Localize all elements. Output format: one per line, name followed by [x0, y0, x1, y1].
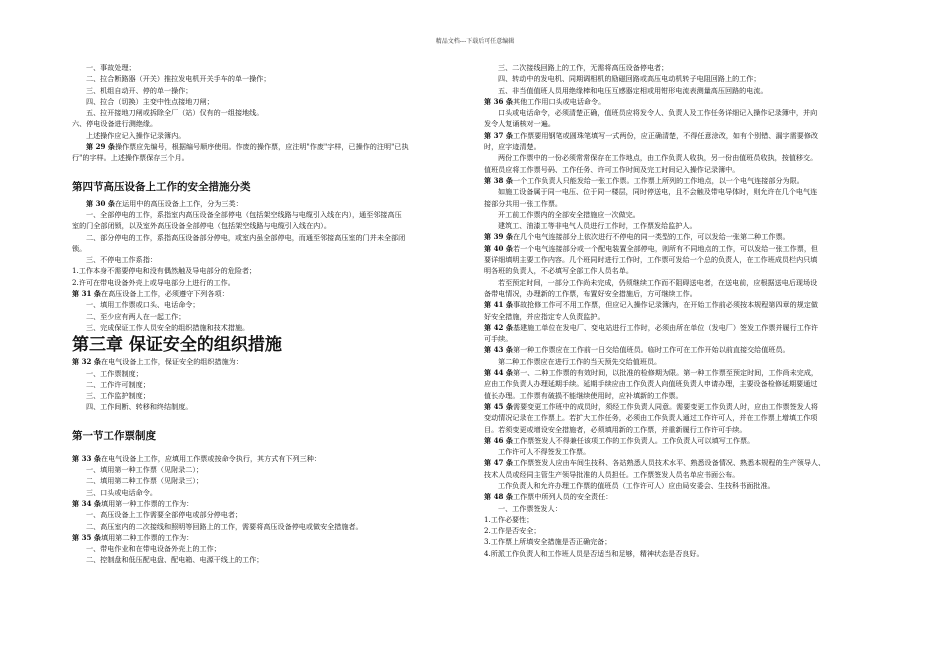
chapter-title: 第三章 保证安全的组织措施 — [72, 335, 282, 356]
paragraph: 工作许可人不得签发工作票。 — [498, 447, 591, 457]
list-item: 2.许可在带电设备外壳上或导电部分上进行的工作。 — [72, 277, 235, 287]
list-item: 三、二次接线回路上的工作，无需将高压设备停电者； — [498, 63, 669, 72]
section-title: 第一节工作票制度 — [72, 429, 156, 442]
paragraph: 锁。 — [72, 243, 87, 253]
article-32: 第 32 条在电气设备上工作，保证安全的组织措施为： — [72, 357, 243, 367]
list-item: 1.工作必要性； — [484, 514, 534, 524]
paragraph: 目。若须变更或增设安全措施者，必须填用新的工作票，并重新履行工作许可手续。 — [484, 424, 747, 434]
list-item: 一、填用第一种工作票（见附录二）； — [86, 465, 204, 475]
paragraph: 明各班的负责人，不必填写全部工作人员名单。 — [484, 266, 633, 276]
list-item: 三、工作监护制度； — [86, 391, 150, 401]
section-title: 第四节高压设备上工作的安全措施分类 — [72, 180, 251, 193]
article-47: 第 47 条工作票签发人应由车间生技科、各站熟悉人员技术水平、熟悉设备情况、熟悉本规程的生产领导人、 — [484, 458, 826, 468]
left-column — [72, 62, 472, 566]
list-item: 三、口头或电话命令。 — [86, 487, 157, 497]
list-item: 二、控制盘和低压配电盘、配电箱、电源干线上的工作； — [86, 555, 264, 565]
paragraph: 时，应字迹清楚。 — [484, 142, 541, 152]
article-45: 第 45 条需要变更工作班中的成员时，须经工作负责人同意。需要变更工作负责人时，应由工作票签发人将 — [484, 401, 819, 411]
article-36: 第 36 条其他工作用口头或电话命令。 — [484, 96, 606, 106]
list-item: 四、转动中的发电机、同期调相机的励磁回路或高压电动机转子电阻回路上的工作； — [498, 74, 761, 84]
article-44: 第 44 条第一、二种工作票的有效时间，以批准的检修期为限。第一种工作票至预定时间，工作尚未完成， — [484, 368, 819, 378]
article-34: 第 34 条填用第一种工作票的工作为： — [72, 498, 194, 508]
paragraph: 发令人复诵核对一遍。 — [484, 119, 555, 129]
paragraph: 技术人员或经同主管生产领导批准的人员担任。工作票签发人员名单应书面公布。 — [484, 469, 740, 479]
article-40: 第 40 条若一个电气连接部分或一个配电装置全部停电，则所有不同地点的工作，可以发给一张工作票，但 — [484, 243, 819, 253]
list-item: 六、停电设备进行测绝缘。 — [72, 119, 158, 129]
list-item: 五、拉开接地刀闸或拆除全厂（站）仅有的一组接地线。 — [86, 108, 264, 118]
paragraph: 一、全部停电的工作，系指室内高压设备全部停电（包括架空线路与电缆引入线在内），通至邻接高压 — [86, 209, 402, 219]
list-item: 2.工作是否安全； — [484, 526, 541, 536]
article-48: 第 48 条工作票中所列人员的安全责任： — [484, 492, 613, 502]
article-43: 第 43 条第一种工作票应在工作前一日交给值班员。临时工作可在工作开始以前直接交给值班员。 — [484, 345, 790, 355]
paragraph: 如施工设备属于同一电压、位于同一楼层，同时停送电，且不会触及带电导体时，则允许在几个电气连 — [498, 187, 818, 197]
paragraph: 二、部分停电的工作，系指高压设备部分停电，或室内虽全部停电，而通至邻接高压室的门并未全部闭 — [86, 232, 406, 242]
article-46: 第 46 条工作票签发人不得兼任该项工作的工作负责人。工作负责人可以填写工作票。 — [484, 435, 755, 445]
list-item: 五、非当值值班人员用绝缘棒和电压互感器定相或用钳形电流表测量高压回路的电流。 — [498, 85, 768, 95]
article-37: 第 37 条工作票要用钢笔或圆珠笔填写一式两份，应正确清楚，不得任意涂改，如有个别错、漏字需要修改 — [484, 130, 819, 140]
article-31: 第 31 条在高压设备上工作，必须遵守下列各项： — [72, 289, 229, 299]
list-item: 一、带电作业和在带电设备外壳上的工作； — [86, 544, 221, 554]
paragraph: 应由工作负责人办理延期手续。延期手续应由工作负责人向值班负责人申请办理，主要设备检修延期要通过 — [484, 379, 818, 389]
paragraph: 若至预定时间，一部分工作尚未完成，仍须继续工作而不阻碍送电者，在送电前，应根据送电后现场设 — [498, 277, 818, 287]
list-item: 四、工作间断、转移和终结制度。 — [86, 402, 193, 412]
paragraph: 开工前工作票内的全部安全措施应一次做完。 — [498, 209, 640, 219]
list-item: 3.工作票上所填安全措施是否正确完备； — [484, 537, 612, 547]
list-item: 一、工作票制度； — [86, 368, 143, 378]
list-item: 一、填用工作票或口头、电话命令； — [86, 300, 200, 310]
list-item: 一、高压设备上工作需要全部停电或部分停电者； — [86, 510, 243, 520]
list-item: 四、拉合（切换）主变中性点接地刀闸； — [86, 96, 214, 106]
paragraph: 备带电情况，办理新的工作票，布置好安全措施后，方可继续工作。 — [484, 288, 697, 298]
article-41: 第 41 条事故抢修工作可不用工作票，但应记入操作记录簿内，在开始工作前必须按本规程第四章的规定做 — [484, 300, 819, 310]
paragraph: 建筑工、油漆工等非电气人员进行工作时，工作票发给监护人。 — [498, 221, 697, 231]
paragraph: 室的门全部闭锁，以及室外高压设备全部停电（包括架空线路与电缆引入线在内）。 — [72, 221, 331, 231]
paragraph: 值长办理。工作票有破损不能继续使用时，应补填新的工作票。 — [484, 390, 683, 400]
article-35: 第 35 条填用第二种工作票的工作为： — [72, 532, 194, 542]
paragraph: 接部分共用一张工作票。 — [484, 198, 563, 208]
article-30: 第 30 条在运用中的高压设备上工作，分为三类： — [86, 198, 243, 208]
paragraph: 行"的字样。上述操作票保存三个月。 — [72, 153, 189, 163]
paragraph: 第二种工作票应在进行工作的当天预先交给值班员。 — [498, 356, 662, 366]
list-item: 二、至少应有两人在一起工作； — [86, 311, 186, 321]
page-header: 精品文档---下载后可任意编辑 — [435, 38, 515, 45]
list-item: 三、完成保证工作人员安全的组织措施和技术措施。 — [86, 322, 250, 332]
paragraph: 变动情况记录在工作票上。若扩大工作任务，必须由工作负责人通过工作许可人，并在工作票上增填工作项 — [484, 413, 818, 423]
paragraph: 好安全措施，并应指定专人负责监护。 — [484, 311, 605, 321]
article-39: 第 39 条在几个电气连接部分上依次进行不停电的同一类型的工作，可以发给一张第二种工作票。 — [484, 232, 790, 242]
list-item: 二、拉合断路器（开关）推拉发电机开关手车的单一操作； — [86, 74, 271, 84]
list-item: 三、机组自动开、停的单一操作； — [86, 85, 193, 95]
paragraph: 可手续。 — [484, 334, 513, 344]
paragraph: 值班员应将工作票号码、工作任务、许可工作时间及完工时间记入操作记录簿中。 — [484, 164, 740, 174]
paragraph: 上述操作应记入操作记录簿内。 — [86, 130, 186, 140]
paragraph: 要详细填明主要工作内容。几个班同时进行工作时，工作票可发给一个总的负责人，在工作班成员栏内只填 — [484, 255, 818, 265]
paragraph: 一、工作票签发人： — [498, 503, 562, 513]
paragraph: 工作负责人和允许办理工作票的值班员（工作许可人）应由局安委会、生技科书面批准。 — [498, 480, 775, 490]
list-item: 1.工作本身不需要停电和没有偶然触及导电部分的危险者； — [72, 266, 257, 276]
article-38: 第 38 条一个工作负责人只能发给一张工作票。工作票上所列的工作地点，以一个电气连接部分为限。 — [484, 175, 804, 185]
paragraph: 口头或电话命令，必须清楚正确，值班员应将发令人、负责人及工作任务详细记入操作记录簿中，并向 — [498, 108, 818, 118]
list-item: 4.所派工作负责人和工作班人员是否适当和足够，精神状态是否良好。 — [484, 548, 704, 558]
paragraph: 三、不停电工作系指： — [86, 255, 157, 265]
list-item: 二、填用第二种工作票（见附录三）； — [86, 476, 204, 486]
list-item: 二、高压室内的二次接线和照明等回路上的工作，需要将高压设备停电或做安全措施者。 — [86, 521, 363, 531]
paragraph: 两份工作票中的一份必须常常保存在工作地点，由工作负责人收执，另一份由值班员收执，按值移交。 — [498, 153, 818, 163]
list-item: 二、工作许可制度； — [86, 379, 150, 389]
right-column — [484, 62, 888, 559]
list-item: 一、事故处理； — [86, 63, 136, 72]
article-42: 第 42 条基建施工单位在发电厂、变电站进行工作时，必须由所在单位（发电厂）签发工作票并履行工作许 — [484, 322, 819, 332]
article-33: 第 33 条在电气设备上工作，应填用工作票或按命令执行，其方式有下列三种： — [72, 453, 321, 463]
article-29: 第 29 条操作票应先编号，根据编号顺序使用。作废的操作票，应注明"作废"字样，已操作的注明"已执 — [86, 142, 409, 152]
